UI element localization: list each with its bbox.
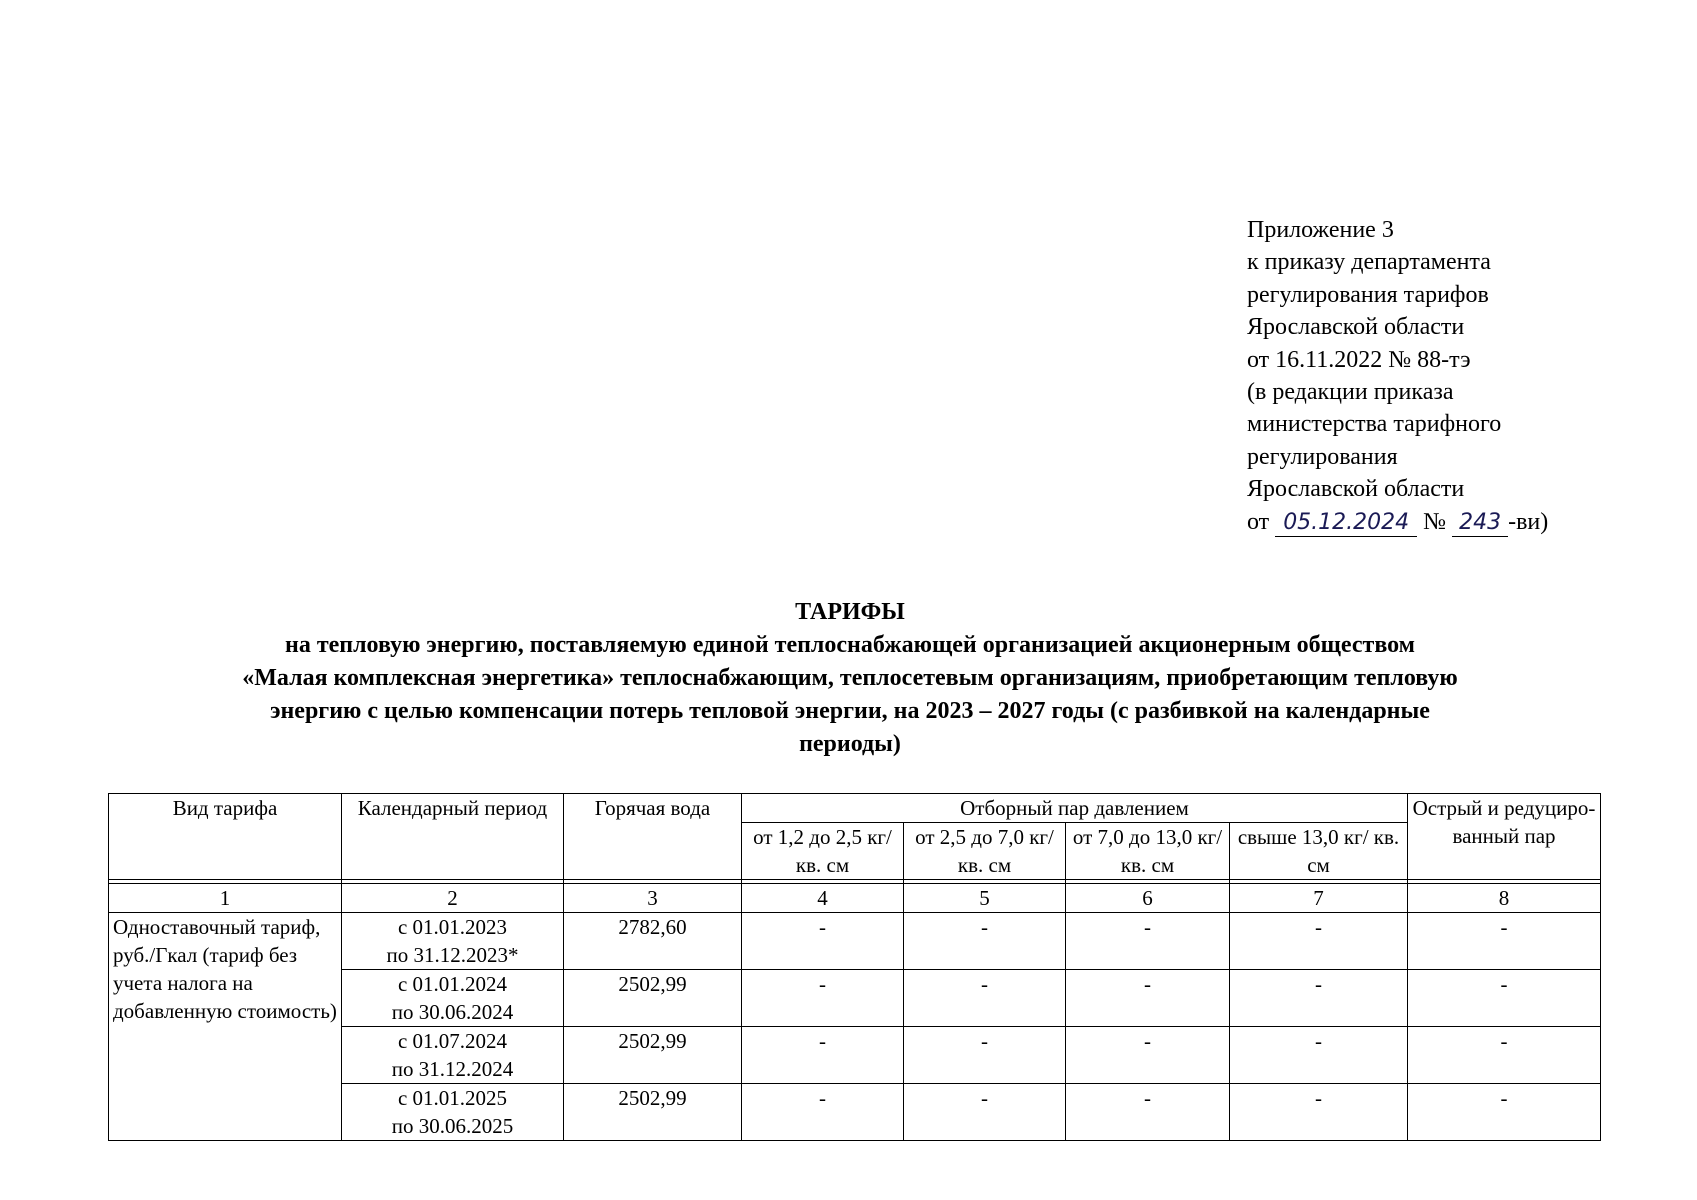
sharp-steam-cell: - [1408,970,1601,1027]
steam-1-cell: - [742,1027,904,1084]
number-sign: № [1417,508,1453,535]
table-row [109,913,1601,970]
steam-2-cell: - [904,970,1066,1027]
title-line: «Малая комплексная энергетика» теплоснабжающим, теплосетевым организациям, приобретающим тепловую [242,665,1458,691]
sharp-steam-cell: - [1408,913,1601,970]
steam-3-cell: - [1066,913,1230,970]
steam-2-cell: - [904,1084,1066,1141]
header-sharp-steam: Острый и редуциро-ванный пар [1408,794,1601,880]
steam-3-cell: - [1066,970,1230,1027]
header-hot-water: Горячая вода [564,794,742,880]
steam-1-cell: - [742,1084,904,1141]
handwritten-number: 243 [1452,510,1508,537]
annex-line: (в редакции приказа [1247,379,1454,406]
annex-line: регулирования тарифов [1247,281,1489,308]
column-number: 6 [1066,884,1230,913]
period-cell [342,970,564,1027]
steam-1-cell: - [742,913,904,970]
title-line: периоды) [799,731,901,757]
column-number: 5 [904,884,1066,913]
period-cell [342,913,564,970]
tariff-type-cell: Одноставочный тариф, руб./Гкал (тариф без учета налога на добавленную стоимость) [109,913,342,1141]
column-number: 7 [1230,884,1408,913]
column-numbers-row [109,884,1601,913]
sharp-steam-cell: - [1408,1027,1601,1084]
header-period: Календарный период [342,794,564,880]
steam-3-cell: - [1066,1027,1230,1084]
steam-4-cell: - [1230,1027,1408,1084]
annex-line: к приказу департамента [1247,249,1491,276]
column-number: 1 [109,884,342,913]
handwritten-date: 05.12.2024 [1275,510,1417,537]
sharp-steam-cell: - [1408,1084,1601,1141]
annex-line: Приложение 3 [1247,217,1394,243]
header-row [109,794,1601,823]
period-from: с 01.01.2025 [397,1086,508,1110]
period-cell [342,1084,564,1141]
hot-water-cell: 2502,99 [564,1027,742,1084]
header-steam-2: от 2,5 до 7,0 кг/ кв. см [904,823,1066,880]
period-from: с 01.01.2024 [397,972,508,996]
steam-3-cell: - [1066,1084,1230,1141]
title-line: энергию с целью компенсации потерь тепловой энергии, на 2023 – 2027 годы (с разбивкой на календарные [270,698,1430,724]
annex-line: от 16.11.2022 № 88-тэ [1247,346,1471,373]
steam-1-cell: - [742,970,904,1027]
header-steam-4: свыше 13,0 кг/ кв. см [1230,823,1408,880]
annex-line: Ярославской области [1247,476,1465,503]
annex-last-line [1247,506,1548,538]
header-steam-1: от 1,2 до 2,5 кг/ кв. см [742,823,904,880]
period-cell [342,1027,564,1084]
steam-4-cell: - [1230,913,1408,970]
period-from: с 01.01.2023 [397,915,508,939]
tariffs-table [108,793,1601,1141]
hot-water-cell: 2502,99 [564,970,742,1027]
steam-4-cell: - [1230,1084,1408,1141]
document-title [130,596,1570,761]
steam-2-cell: - [904,1027,1066,1084]
period-to: по 30.06.2025 [391,1114,514,1138]
period-to: по 30.06.2024 [391,1000,514,1024]
header-tariff-type: Вид тарифа [109,794,342,880]
period-to: по 31.12.2024 [391,1057,514,1081]
annex-line: министерства тарифного [1247,411,1502,438]
period-from: с 01.07.2024 [397,1029,508,1053]
title-line: на тепловую энергию, поставляемую единой теплоснабжающей организацией акционерным обществом [284,632,1415,658]
annex-last-suffix: -ви) [1508,508,1549,535]
period-to: по 31.12.2023* [386,943,519,967]
title-heading: ТАРИФЫ [795,599,905,625]
header-steam-3: от 7,0 до 13,0 кг/ кв. см [1066,823,1230,880]
column-number: 2 [342,884,564,913]
annex-line: регулирования [1247,443,1398,470]
column-number: 8 [1408,884,1601,913]
steam-4-cell: - [1230,970,1408,1027]
annex-block [1247,214,1548,538]
steam-2-cell: - [904,913,1066,970]
hot-water-cell: 2502,99 [564,1084,742,1141]
column-number: 3 [564,884,742,913]
annex-line: Ярославской области [1247,314,1465,341]
header-steam-group: Отборный пар давлением [742,794,1408,823]
column-number: 4 [742,884,904,913]
annex-last-prefix: от [1247,508,1276,535]
hot-water-cell: 2782,60 [564,913,742,970]
